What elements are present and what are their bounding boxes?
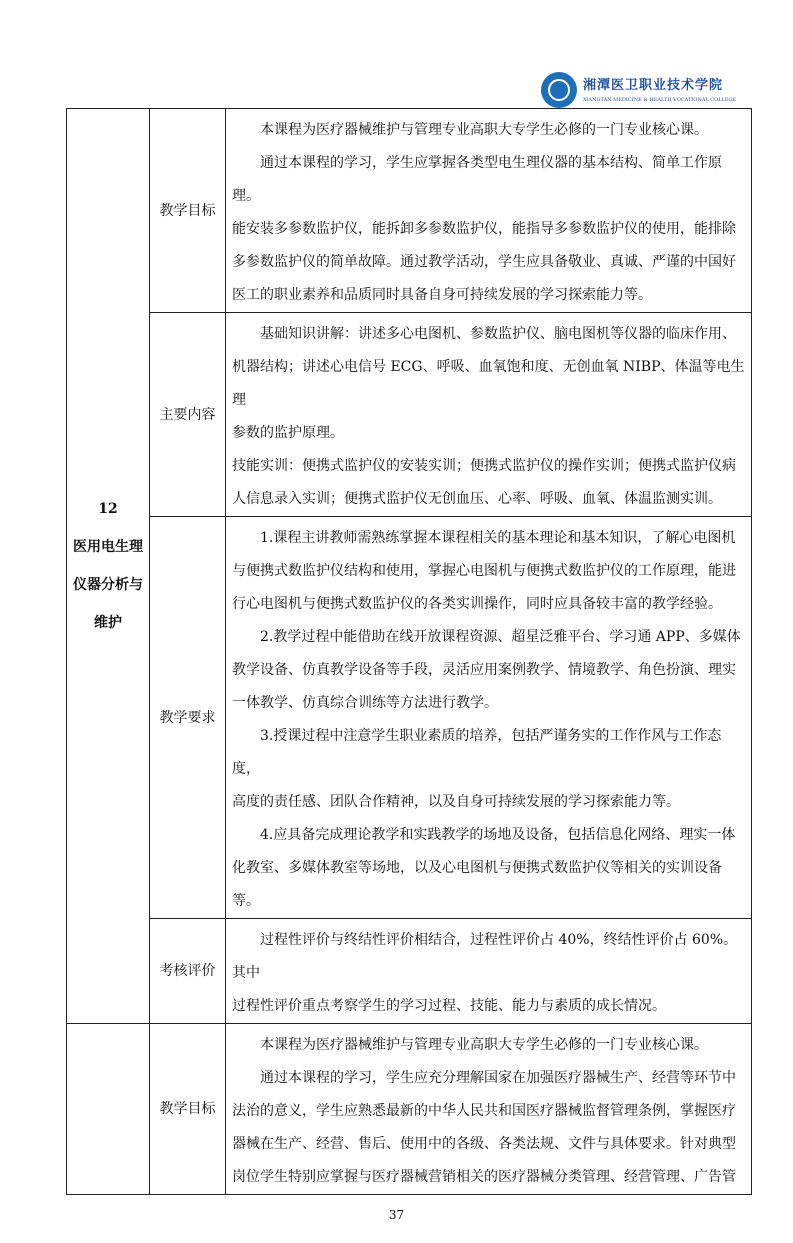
row-content <box>226 517 752 919</box>
row-content <box>226 313 752 517</box>
text-line: 医工的职业素养和品质同时具备自身可持续发展的学习探索能力等。 <box>232 287 652 303</box>
text-line: 教学设备、仿真教学设备等手段，灵活应用案例教学、情境教学、角色扮演、理实 <box>232 662 736 678</box>
text-line: 与便携式数监护仪结构和使用，掌握心电图机与便携式数监护仪的工作原理，能进 <box>232 563 736 579</box>
text-line: 通过本课程的学习，学生应充分理解国家在加强医疗器械生产、经营等环节中 <box>260 1070 736 1086</box>
text-line: 岗位学生特别应掌握与医疗器械营销相关的医疗器械分类管理、经营管理、广告管 <box>232 1169 736 1185</box>
row-content <box>226 919 752 1024</box>
text-line: 过程性评价重点考察学生的学习过程、技能、能力与素质的成长情况。 <box>232 998 666 1014</box>
text-line: 2.教学过程中能借助在线开放课程资源、超星泛雅平台、学习通 APP、多媒体 <box>260 629 741 645</box>
text-line: 能安装多参数监护仪，能拆卸多参数监护仪，能指导多参数监护仪的使用，能排除 <box>232 221 736 237</box>
text-line: 基础知识讲解：讲述多心电图机、参数监护仪、脑电图机等仪器的临床作用、 <box>260 326 736 342</box>
text-line: 1.课程主讲教师需熟练掌握本课程相关的基本理论和基本知识，了解心电图机 <box>260 530 736 546</box>
text-line: 3.授课过程中注意学生职业素质的培养，包括严谨务实的工作作风与工作态度， <box>232 728 722 777</box>
text-line: 机器结构；讲述心电信号 ECG、呼吸、血氧饱和度、无创血氧 NIBP、体温等电生理 <box>232 359 745 408</box>
row-label: 教学要求 <box>150 517 226 919</box>
text-line: 法治的意义，学生应熟悉最新的中华人民共和国医疗器械监督管理条例，掌握医疗 <box>232 1103 736 1119</box>
college-logo <box>541 72 736 108</box>
page-number: 37 <box>388 1208 405 1222</box>
row-content <box>226 1024 752 1195</box>
row-content <box>226 109 752 313</box>
text-line: 器械在生产、经营、售后、使用中的各级、各类法规、文件与具体要求。针对典型 <box>232 1136 736 1152</box>
text-line: 参数的监护原理。 <box>232 425 344 441</box>
course-name-line: 维护 <box>94 615 122 631</box>
text-line: 高度的责任感、团队合作精神，以及自身可持续发展的学习探索能力等。 <box>232 794 680 810</box>
text-line: 人信息录入实训；便携式监护仪无创血压、心率、呼吸、血氧、体温监测实训。 <box>232 491 722 507</box>
text-line: 技能实训：便携式监护仪的安装实训；便携式监护仪的操作实训；便携式监护仪病 <box>232 458 736 474</box>
row-label: 教学目标 <box>150 109 226 313</box>
text-line: 多参数监护仪的简单故障。通过教学活动，学生应具备敬业、真诚、严谨的中国好 <box>232 254 736 270</box>
text-line: 通过本课程的学习，学生应掌握各类型电生理仪器的基本结构、简单工作原理。 <box>232 155 722 204</box>
college-seal-icon <box>541 72 577 108</box>
text-line: 本课程为医疗器械维护与管理专业高职大专学生必修的一门专业核心课。 <box>260 1037 708 1053</box>
course-name-line: 医用电生理 <box>73 539 143 555</box>
next-course-title-cell <box>67 1024 150 1195</box>
text-line: 一体教学、仿真综合训练等方法进行教学。 <box>232 695 498 711</box>
text-line: 本课程为医疗器械维护与管理专业高职大专学生必修的一门专业核心课。 <box>260 122 708 138</box>
text-line: 化教室、多媒体教室等场地，以及心电图机与便携式数监护仪等相关的实训设备等。 <box>232 860 722 909</box>
course-title-cell <box>67 109 150 1024</box>
text-line: 行心电图机与便携式数监护仪的各类实训操作，同时应具备较丰富的教学经验。 <box>232 596 722 612</box>
course-number: 12 <box>98 501 118 517</box>
row-label: 主要内容 <box>150 313 226 517</box>
course-table <box>66 108 752 1195</box>
row-label: 教学目标 <box>150 1024 226 1195</box>
text-line: 过程性评价与终结性评价相结合，过程性评价占 40%，终结性评价占 60%。其中 <box>232 932 738 981</box>
logo-english-name: XIANGTAN MEDICINE & HEALTH VOCATIONAL COLLEGE <box>583 96 737 103</box>
text-line: 4.应具备完成理论教学和实践教学的场地及设备，包括信息化网络、理实一体 <box>260 827 736 843</box>
course-name-line: 仪器分析与 <box>73 577 143 593</box>
row-label: 考核评价 <box>150 919 226 1024</box>
logo-chinese-name: 湘潭医卫职业技术学院 <box>583 77 724 93</box>
